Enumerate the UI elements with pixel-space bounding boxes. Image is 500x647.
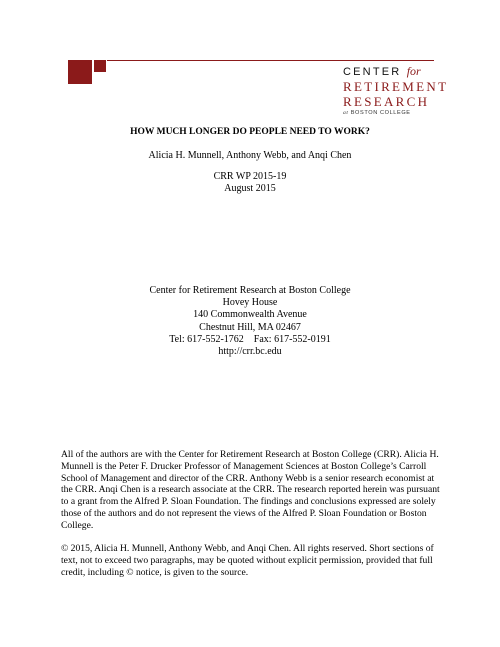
logo-word-boston-college: BOSTON COLLEGE bbox=[350, 110, 411, 116]
contact-address bbox=[0, 285, 500, 358]
logo-word-at: at bbox=[343, 110, 349, 116]
address-phone-fax: Tel: 617-552-1762 Fax: 617-552-0191 bbox=[169, 333, 331, 345]
logo-word-for: for bbox=[406, 64, 421, 78]
logo-line-center bbox=[343, 64, 443, 79]
logo-word-center: CENTER bbox=[343, 66, 402, 78]
paper-authors: Alicia H. Munnell, Anthony Webb, and Anqi Chen bbox=[148, 150, 352, 161]
logo-word-retirement: RETIREMENT bbox=[343, 79, 449, 94]
address-org: Center for Retirement Research at Boston College bbox=[149, 285, 351, 296]
logo-square-large bbox=[68, 60, 92, 84]
logo-word-research: RESEARCH bbox=[343, 94, 430, 109]
paper-date: August 2015 bbox=[224, 183, 276, 194]
working-paper-number: CRR WP 2015-19 bbox=[213, 171, 287, 182]
crr-logo bbox=[343, 64, 449, 117]
paper-title: HOW MUCH LONGER DO PEOPLE NEED TO WORK? bbox=[130, 127, 370, 137]
header-rule bbox=[107, 60, 434, 61]
address-street: 140 Commonwealth Avenue bbox=[193, 309, 307, 321]
author-note-paragraph: All of the authors are with the Center for Retirement Research at Boston College (CRR). Alicia H. Munnell is the Peter F. Drucker Professor of Management Sciences at Boston College’s Carroll School of Management and director of the CRR. Anthony Webb is a senior research economist at the CRR. Anqi Chen is a research associate at the CRR. The research reported herein was pursuant to a grant from the Alfred P. Sloan Foundation. The findings and conclusions expressed are solely those of the authors and do not represent the views of the Alfred P. Sloan Foundation or Boston College. bbox=[61, 449, 440, 531]
logo-line-boston-college bbox=[343, 109, 443, 117]
copyright-paragraph: © 2015, Alicia H. Munnell, Anthony Webb, and Anqi Chen. All rights reserved. Short sections of text, not to exceed two paragraphs, may be quoted without explicit permission, provided that full credit, including © notice, is given to the source. bbox=[61, 543, 434, 578]
logo-square-small bbox=[94, 60, 106, 72]
address-building: Hovey House bbox=[222, 297, 278, 309]
address-url[interactable]: http://crr.bc.edu bbox=[218, 345, 282, 357]
address-city: Chestnut Hill, MA 02467 bbox=[199, 321, 301, 333]
